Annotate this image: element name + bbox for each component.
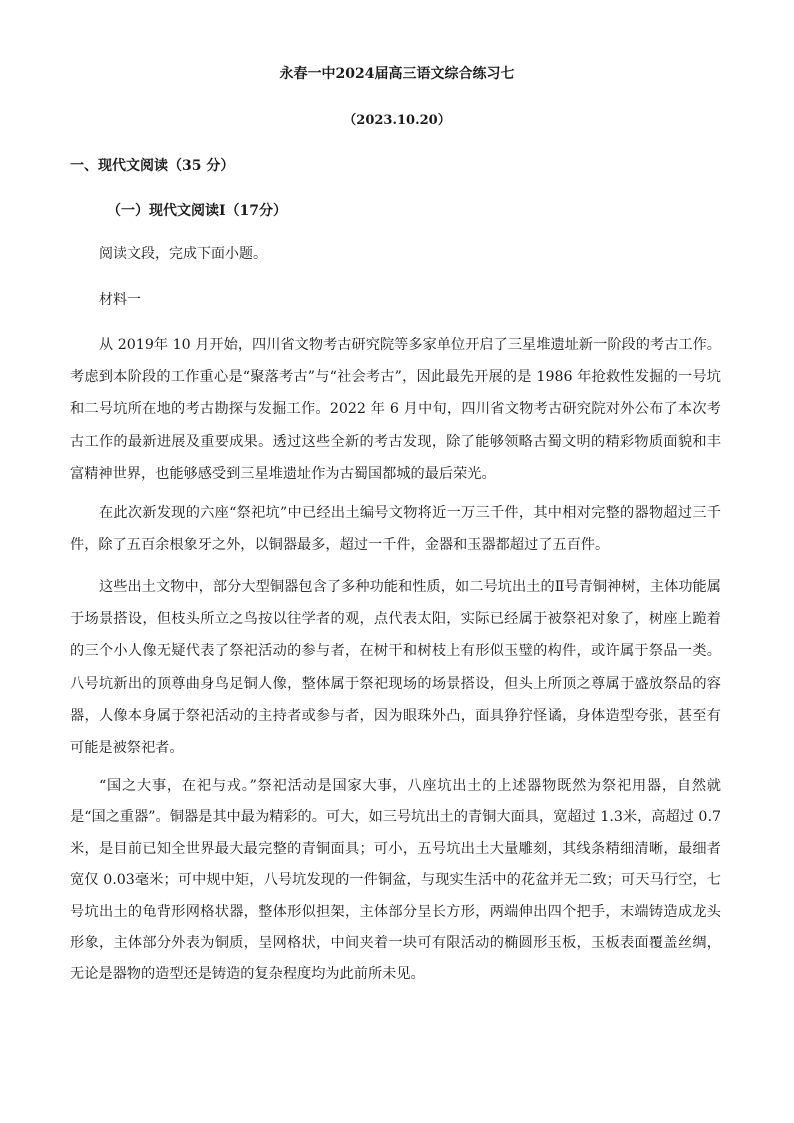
material-label: 材料一 xyxy=(99,292,141,308)
body-paragraph: 在此次新发现的六座“祭祀坑”中已经出土编号文物将近一万三千件，其中相对完整的器物超过三千件，除了五百余根象牙之外，以铜器最多，超过一千件，金器和玉器都超过了五百件。 xyxy=(70,505,721,554)
document-date: （2023.10.20） xyxy=(343,113,451,128)
subsection-heading: （一）现代文阅读Ⅰ（17分） xyxy=(107,203,288,219)
body-paragraph: “国之大事，在祀与戎。”祭祀活动是国家大事，八座坑出土的上述器物既然为祭祀用器，自然就是“国之重器”。铜器是其中最为精彩的。可大，如三号坑出土的青铜大面具，宽超过 1.3米，高超过 0.7米，是目前已知全世界最大最完整的青铜面具；可小，五号坑出土大量雕刻，其线条精细清晰，最细者宽仅 0.03毫米；可中规中矩，八号坑发现的一件铜盆，与现实生活中的花盆并无二致；可天马行空，七号坑出土的龟背形网格状器，整体形似担架，主体部分呈长方形，两端伸出四个把手，末端铸造成龙头形象，主体部分外表为铜质，呈网格状，中间夹着一块可有限活动的椭圆形玉板，玉板表面覆盖丝绸，无论是器物的造型还是铸造的复杂程度均为此前所未见。 xyxy=(70,778,721,983)
section-heading: 一、现代文阅读（35 分） xyxy=(70,158,235,174)
body-paragraph: 这些出土文物中，部分大型铜器包含了多种功能和性质，如二号坑出土的Ⅱ号青铜神树，主体功能属于场景搭设，但枝头所立之鸟按以往学者的观，点代表太阳，实际已经属于被祭祀对象了，树座上跪着的三个小人像无疑代表了祭祀活动的参与者，在树干和树枝上有形似玉璧的构件，或许属于祭品一类。八号坑新出的顶尊曲身鸟足铜人像，整体属于祭祀现场的场景搭设，但头上所顶之尊属于盛放祭品的容器，人像本身属于祭祀活动的主持者或参与者，因为眼珠外凸，面具狰狞怪谲，身体造型夸张，甚至有可能是被祭祀者。 xyxy=(70,579,721,757)
document-title: 永春一中2024届高三语文综合练习七 xyxy=(279,66,515,82)
instruction-text: 阅读文段，完成下面小题。 xyxy=(99,246,267,262)
body-paragraph: 从 2019年 10 月开始，四川省文物考古研究院等多家单位开启了三星堆遗址新一阶段的考古工作。考虑到本阶段的工作重心是“聚落考古”与“社会考古”，因此最先开展的是 1986 年抢救性发掘的一号坑和二号坑所在地的考古勘探与发掘工作。2022 年 6 月中旬，四川省文物考古研究院对外公布了本次考古工作的最新进展及重要成果。透过这些全新的考古发现，除了能够领略古蜀文明的精彩物质面貌和丰富精神世界，也能够感受到三星堆遗址作为古蜀国都城的最后荣光。 xyxy=(70,337,721,482)
